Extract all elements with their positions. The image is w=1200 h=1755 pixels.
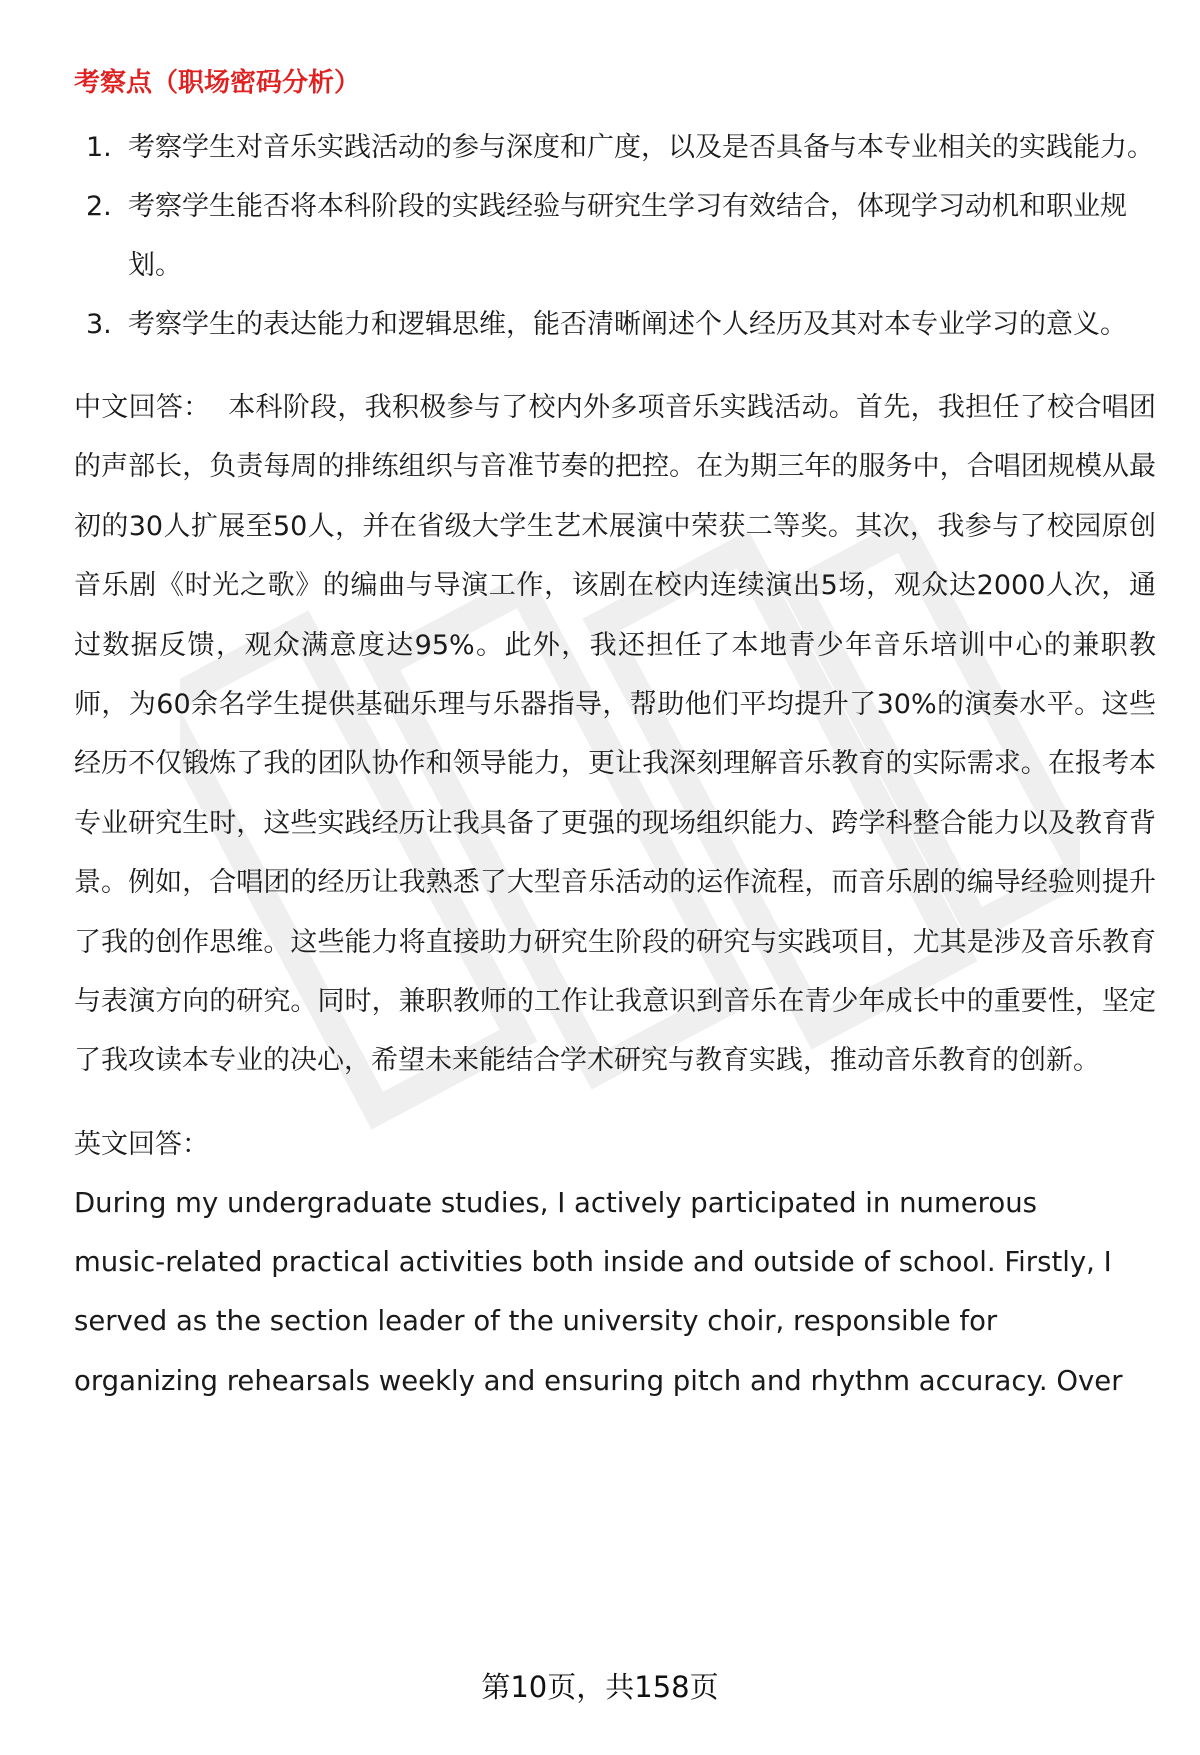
english-answer <box>74 1174 1156 1411</box>
english-answer-line: served as the section leader of the university choir, responsible for <box>74 1305 998 1338</box>
list-text: 考察学生对音乐实践活动的参与深度和广度，以及是否具备与本专业相关的实践能力。 <box>128 132 1154 163</box>
list-number: 3. <box>86 309 112 340</box>
list-item <box>74 118 1156 177</box>
list-number: 1. <box>86 132 112 163</box>
chinese-answer-text: 本科阶段，我积极参与了校内外多项音乐实践活动。首先，我担任了校合唱团的声部长，负责每周的排练组织与音准节奏的把控。在为期三年的服务中，合唱团规模从最初的30人扩展至50人，并在省级大学生艺术展演中荣获二等奖。其次，我参与了校园原创音乐剧《时光之歌》的编曲与导演工作，该剧在校内连续演出5场，观众达2000人次，通过数据反馈，观众满意度达95%。此外，我还担任了本地青少年音乐培训中心的兼职教师，为60余名学生提供基础乐理与乐器指导，帮助他们平均提升了30%的演奏水平。这些经历不仅锻炼了我的团队协作和领导能力，更让我深刻理解音乐教育的实际需求。在报考本专业研究生时，这些实践经历让我具备了更强的现场组织能力、跨学科整合能力以及教育背景。例如，合唱团的经历让我熟悉了大型音乐活动的运作流程，而音乐剧的编导经验则提升了我的创作思维。这些能力将直接助力研究生阶段的研究与实践项目，尤其是涉及音乐教育与表演方向的研究。同时，兼职教师的工作让我意识到音乐在青少年成长中的重要性，坚定了我攻读本专业的决心，希望未来能结合学术研究与教育实践，推动音乐教育的创新。 <box>74 392 1157 1077</box>
chinese-answer <box>74 378 1156 1091</box>
section-title: 考察点（职场密码分析） <box>74 68 361 98</box>
page-number: 第10页，共158页 <box>481 1670 719 1704</box>
list-item <box>74 177 1156 295</box>
page-content <box>74 58 1156 1411</box>
list-text: 考察学生的表达能力和逻辑思维，能否清晰阐述个人经历及其对本专业学习的意义。 <box>128 309 1127 340</box>
assessment-points <box>74 118 1156 354</box>
english-answer-line: organizing rehearsals weekly and ensuring pitch and rhythm accuracy. Over <box>74 1364 1123 1397</box>
list-item <box>74 295 1156 354</box>
english-answer-label: 英文回答： <box>74 1128 209 1160</box>
english-answer-line: music-related practical activities both inside and outside of school. Firstly, I <box>74 1246 1112 1279</box>
chinese-answer-label: 中文回答： <box>74 392 211 423</box>
list-text: 考察学生能否将本科阶段的实践经验与研究生学习有效结合，体现学习动机和职业规划。 <box>128 191 1127 281</box>
list-number: 2. <box>86 191 112 222</box>
english-answer-line: During my undergraduate studies, I actively participated in numerous <box>74 1186 1037 1219</box>
